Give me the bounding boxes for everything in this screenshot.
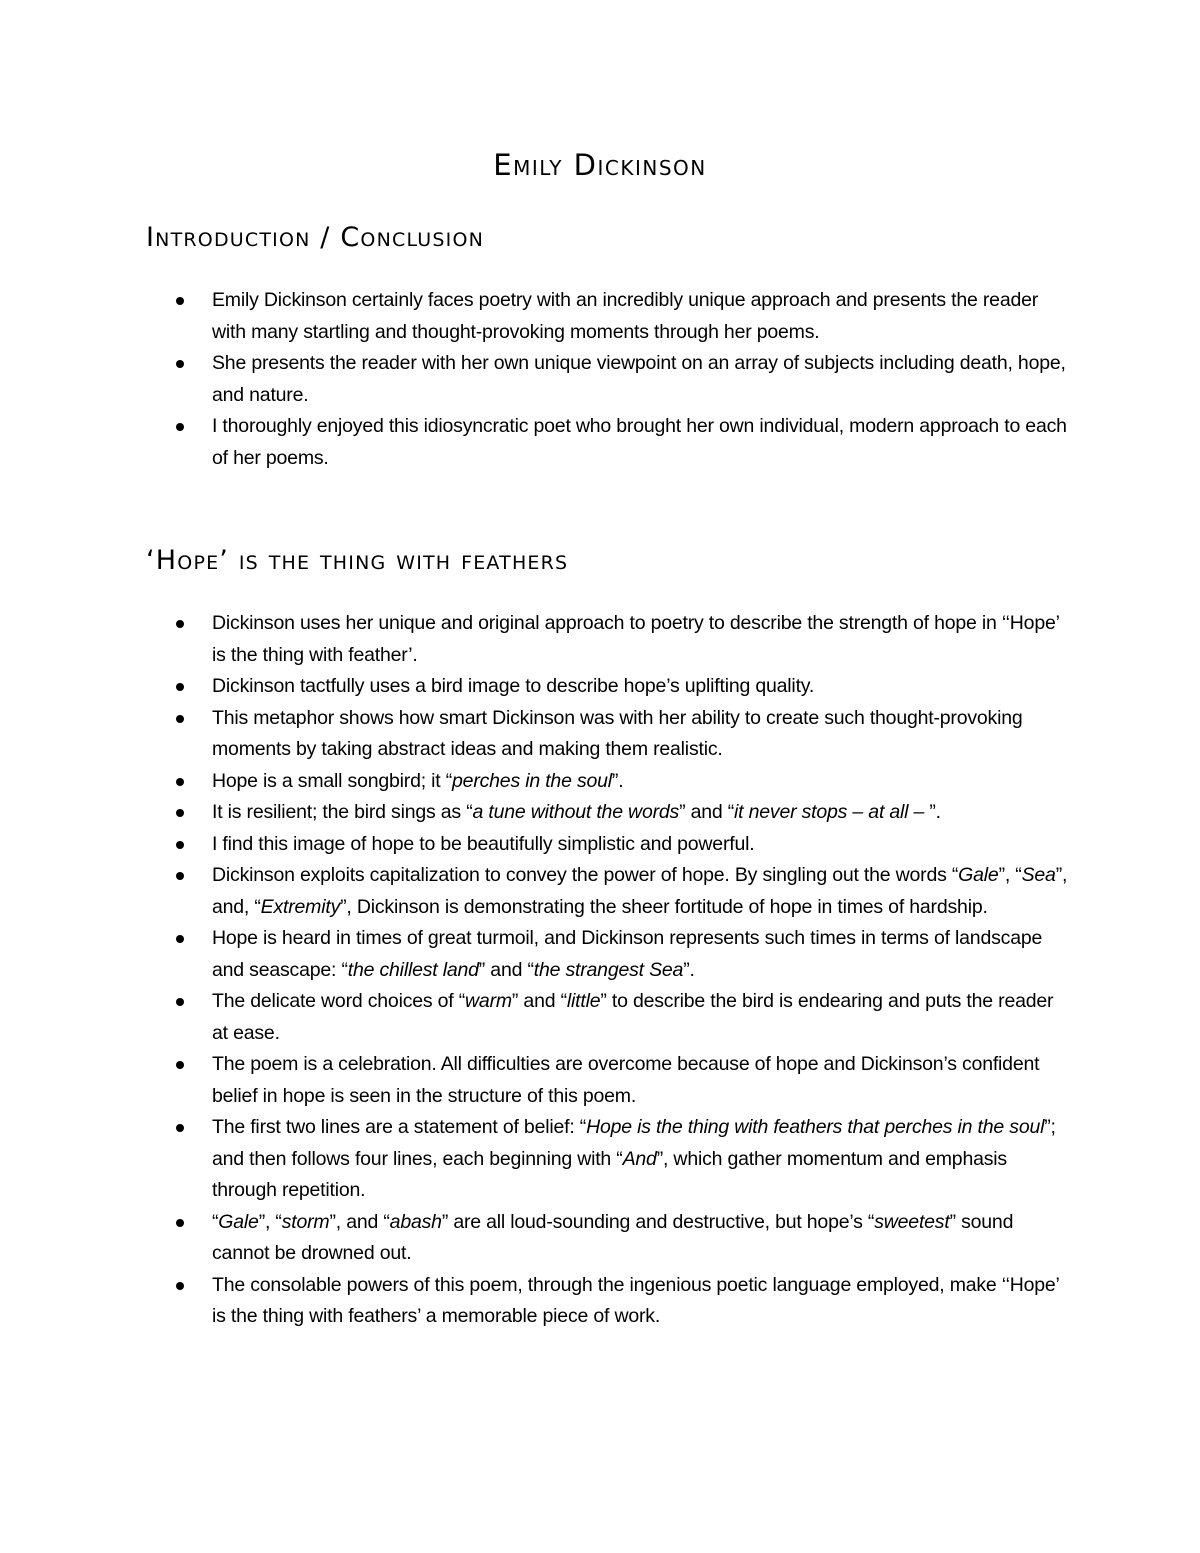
list-item — [174, 1049, 1074, 1112]
bullet-text — [212, 1274, 1059, 1328]
bullet-icon — [176, 360, 184, 368]
section-heading-introduction: Introduction / Conclusion — [146, 222, 485, 253]
bullet-text — [212, 864, 1067, 918]
bullet-text — [212, 1116, 1056, 1201]
text-run: ” and “ — [679, 801, 735, 823]
section-heading-hope: ‘Hope’ is the thing with feathers — [146, 545, 569, 576]
text-run: It is resilient; the bird sings as “ — [212, 801, 473, 823]
quoted-phrase: it never stops – at all – — [734, 801, 930, 823]
bullet-icon — [176, 1124, 184, 1132]
bullet-icon — [176, 715, 184, 723]
bullet-text — [212, 990, 1053, 1044]
bullet-text — [212, 707, 1023, 761]
text-run: ” and “ — [511, 990, 567, 1012]
text-run: ”. — [611, 769, 624, 792]
text-run: ” to describe the bird is endearing and puts the reader at ease. — [212, 990, 1054, 1044]
bullet-text — [212, 833, 754, 855]
text-run: ”, which gather momentum and emphasis through repetition. — [212, 1147, 1007, 1201]
list-item — [174, 829, 1074, 861]
text-run: ” sound cannot be drowned out. — [212, 1210, 1014, 1264]
text-run: ” and “ — [478, 958, 534, 981]
list-item — [174, 1112, 1074, 1207]
text-run: ” are all loud-sounding and destructive, but hope’s “ — [441, 1210, 875, 1233]
bullet-text — [212, 352, 1066, 406]
text-run: ”; and then follows four lines, each beginning with “ — [212, 1116, 1056, 1170]
bullet-text — [212, 415, 1067, 469]
list-item — [174, 411, 1074, 474]
text-run: The poem is a celebration. All difficulties are overcome because of hope and Dickinson’s confident belief in hope is seen in the structure of this poem. — [212, 1053, 1040, 1107]
quoted-phrase: the chillest land — [347, 958, 479, 981]
document-title: Emily Dickinson — [493, 148, 707, 182]
list-item — [174, 860, 1074, 923]
text-run: The consolable powers of this poem, through the ingenious poetic language employed, make ‘‘Hope’ is the thing with feathers’ a memorable piece of work. — [212, 1273, 1059, 1327]
quoted-phrase: sweetest — [874, 1210, 950, 1233]
bullet-icon — [176, 423, 184, 431]
bullet-text — [212, 675, 814, 697]
list-item — [174, 608, 1074, 671]
list-item — [174, 703, 1074, 766]
list-item — [174, 1207, 1074, 1270]
bullet-icon — [176, 1282, 184, 1290]
quoted-phrase: Hope is the thing with feathers that perches in the soul — [586, 1116, 1045, 1138]
bullet-icon — [176, 620, 184, 628]
bullet-icon — [176, 998, 184, 1006]
text-run: ”, and, “ — [212, 864, 1068, 918]
bullet-text — [212, 289, 1038, 343]
bullet-icon — [176, 872, 184, 880]
text-run: She presents the reader with her own unique viewpoint on an array of subjects including death, hope, and nature. — [212, 352, 1066, 406]
quoted-phrase: abash — [389, 1210, 442, 1233]
bullet-text — [212, 927, 1042, 981]
quoted-phrase: warm — [465, 990, 512, 1012]
text-run: I thoroughly enjoyed this idiosyncratic poet who brought her own individual, modern approach to each of her poems. — [212, 415, 1067, 469]
text-run: Dickinson exploits capitalization to convey the power of hope. By singling out the words “ — [212, 864, 959, 886]
text-run: ”, “ — [998, 864, 1022, 886]
quoted-phrase: Sea — [1021, 864, 1056, 886]
quoted-phrase: And — [622, 1147, 657, 1170]
bullet-text — [212, 770, 623, 792]
quoted-phrase: a tune without the words — [472, 801, 680, 823]
text-run: ”. — [683, 958, 695, 981]
quoted-phrase: storm — [281, 1210, 330, 1233]
list-item — [174, 671, 1074, 703]
list-item — [174, 285, 1074, 348]
text-run: The delicate word choices of “ — [212, 990, 466, 1012]
text-run: Hope is a small songbird; it “ — [212, 769, 453, 792]
quoted-phrase: perches in the soul — [452, 769, 612, 792]
bullet-icon — [176, 1219, 184, 1227]
text-run: Dickinson tactfully uses a bird image to describe hope’s uplifting quality. — [212, 675, 815, 697]
text-run: The first two lines are a statement of belief: “ — [212, 1116, 587, 1138]
bullet-icon — [176, 1061, 184, 1069]
text-run: Hope is heard in times of great turmoil, and Dickinson represents such times in terms of landscape and seascape: “ — [212, 927, 1043, 981]
list-item — [174, 923, 1074, 986]
bullet-text — [212, 612, 1059, 666]
text-run: This metaphor shows how smart Dickinson was with her ability to create such thought-provoking moments by taking abstract ideas and making them realistic. — [212, 706, 1023, 760]
text-run: Emily Dickinson certainly faces poetry with an incredibly unique approach and presents the reader with many startling and thought-provoking moments through her poems. — [212, 289, 1039, 343]
quoted-phrase: Gale — [958, 864, 999, 886]
quoted-phrase: Gale — [218, 1210, 259, 1233]
text-run: I find this image of hope to be beautifully simplistic and powerful. — [212, 832, 755, 855]
bullet-list-introduction — [174, 285, 1074, 474]
bullet-icon — [176, 683, 184, 691]
list-item — [174, 766, 1074, 798]
text-run: ”, Dickinson is demonstrating the sheer fortitude of hope in times of hardship. — [340, 895, 988, 918]
bullet-text — [212, 1053, 1039, 1107]
list-item — [174, 986, 1074, 1049]
list-item — [174, 1270, 1074, 1333]
list-item — [174, 797, 1074, 829]
quoted-phrase: the strangest Sea — [533, 958, 684, 981]
text-run: “ — [212, 1210, 219, 1233]
text-run: ”, “ — [258, 1210, 282, 1233]
bullet-icon — [176, 841, 184, 849]
quoted-phrase: Extremity — [260, 895, 341, 918]
text-run: ”. — [929, 801, 941, 823]
list-item — [174, 348, 1074, 411]
bullet-icon — [176, 297, 184, 305]
bullet-text — [212, 1211, 1013, 1265]
text-run: ”, and “ — [329, 1210, 390, 1233]
bullet-list-hope — [174, 608, 1074, 1333]
bullet-icon — [176, 935, 184, 943]
bullet-icon — [176, 778, 184, 786]
quoted-phrase: little — [566, 990, 601, 1012]
bullet-text — [212, 801, 941, 823]
bullet-icon — [176, 809, 184, 817]
text-run: Dickinson uses her unique and original approach to poetry to describe the strength of hope in ‘‘Hope’ is the thing with feather’. — [212, 612, 1060, 666]
